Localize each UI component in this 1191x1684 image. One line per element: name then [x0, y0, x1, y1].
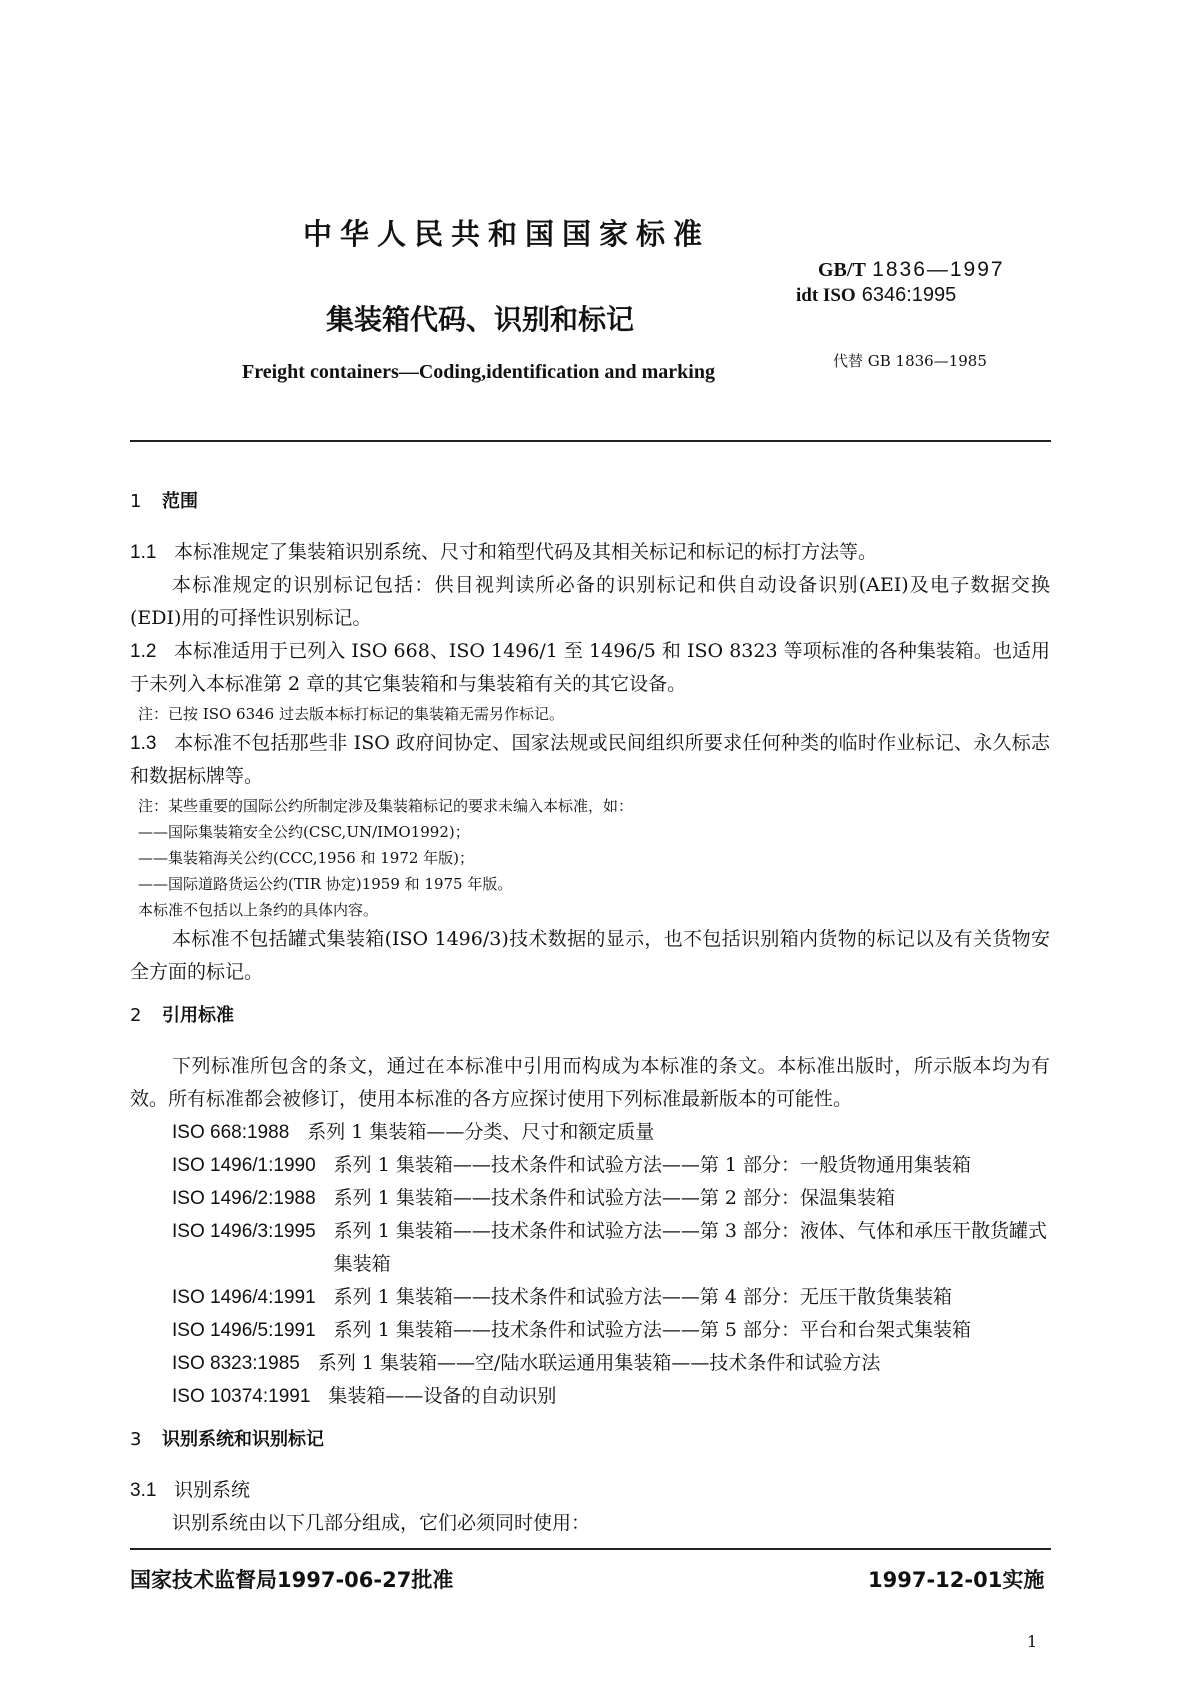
normative-references	[130, 1116, 1050, 1413]
document-title-en: Freight containers—Coding,identification and marking	[242, 361, 715, 383]
clause-1-2: 1.2 本标准适用于已列入 ISO 668、ISO 1496/1 至 1496/5 和 ISO 8323 等项标准的各种集装箱。也适用于未列入本标准第 2 章的其它集装箱和与集装箱有关的其它设备。	[130, 640, 1050, 695]
footer-divider	[130, 1548, 1051, 1550]
note-2-item-tir: ——国际道路货运公约(TIR 协定)1959 和 1975 年版。	[138, 875, 513, 893]
standard-code	[818, 258, 1005, 281]
note-1: 注：已按 ISO 6346 过去版本标打标记的集装箱无需另作标记。	[138, 705, 564, 723]
reference-item: ISO 10374:1991 集装箱——设备的自动识别	[172, 1385, 557, 1407]
standard-number: 1836—1997	[872, 258, 1005, 281]
page-number: 1	[1027, 1632, 1038, 1651]
clause-1-1-para2: 本标准规定的识别标记包括：供目视判读所必备的识别标记和供自动设备识别(AEI)及电子数据交换(EDI)用的可择性识别标记。	[130, 574, 1050, 629]
section-1-heading: 1 范围	[130, 491, 198, 512]
reference-item: ISO 1496/5:1991 系列 1 集装箱——技术条件和试验方法——第 5 部分：平台和台架式集装箱	[172, 1319, 972, 1341]
document-title-cn: 集装箱代码、识别和标记	[326, 303, 635, 336]
national-standard-heading: 中华人民共和国国家标准	[303, 217, 711, 251]
reference-item: ISO 668:1988 系列 1 集装箱——分类、尺寸和额定质量	[172, 1121, 655, 1143]
clause-3-1-para: 识别系统由以下几部分组成，它们必须同时使用：	[172, 1512, 591, 1534]
standard-prefix: GB/T	[818, 259, 866, 281]
reference-item: ISO 1496/4:1991 系列 1 集装箱——技术条件和试验方法——第 4 部分：无压干散货集装箱	[172, 1286, 953, 1308]
replaces-standard: 代替 GB 1836—1985	[833, 352, 987, 370]
header-divider	[130, 440, 1051, 442]
clause-1-1: 1.1 本标准规定了集装箱识别系统、尺寸和箱型代码及其相关标记和标记的标打方法等。	[130, 541, 878, 563]
clause-3-1-heading: 3.1 识别系统	[130, 1479, 251, 1501]
section-2-intro: 下列标准所包含的条文，通过在本标准中引用而构成为本标准的条文。本标准出版时，所示版本均为有效。所有标准都会被修订，使用本标准的各方应探讨使用下列标准最新版本的可能性。	[130, 1055, 1050, 1110]
note-2-closing: 本标准不包括以上条约的具体内容。	[138, 901, 379, 919]
clause-1-3: 1.3 本标准不包括那些非 ISO 政府间协定、国家法规或民间组织所要求任何种类的临时作业标记、永久标志和数据标牌等。	[130, 732, 1050, 787]
reference-item: ISO 1496/1:1990 系列 1 集装箱——技术条件和试验方法——第 1 部分：一般货物通用集装箱	[172, 1154, 972, 1176]
section-2-heading: 2 引用标准	[130, 1005, 234, 1026]
note-2-item-csc: ——国际集装箱安全公约(CSC,UN/IMO1992)；	[138, 823, 470, 841]
note-2: 注：某些重要的国际公约所制定涉及集装箱标记的要求未编入本标准，如：	[138, 797, 634, 815]
document-body	[130, 485, 1050, 1540]
idt-number: 6346:1995	[861, 284, 957, 306]
section-3-heading: 3 识别系统和识别标记	[130, 1429, 324, 1450]
clause-1-3-para2: 本标准不包括罐式集装箱(ISO 1496/3)技术数据的显示，也不包括识别箱内货物的标记以及有关货物安全方面的标记。	[130, 928, 1050, 983]
approval-date: 国家技术监督局1997-06-27批准	[130, 1568, 454, 1592]
note-2-item-ccc: ——集装箱海关公约(CCC,1956 和 1972 年版)；	[138, 849, 475, 867]
idt-code	[796, 284, 956, 307]
reference-item: ISO 8323:1985 系列 1 集装箱——空/陆水联运通用集装箱——技术条件和试验方法	[172, 1352, 881, 1374]
reference-item: ISO 1496/2:1988 系列 1 集装箱——技术条件和试验方法——第 2 部分：保温集装箱	[172, 1187, 896, 1209]
reference-item: ISO 1496/3:1995 系列 1 集装箱——技术条件和试验方法——第 3 部分：液体、气体和承压干散货罐式集装箱	[172, 1220, 1048, 1275]
effective-date: 1997-12-01实施	[868, 1568, 1045, 1592]
idt-prefix: idt ISO	[796, 285, 856, 306]
